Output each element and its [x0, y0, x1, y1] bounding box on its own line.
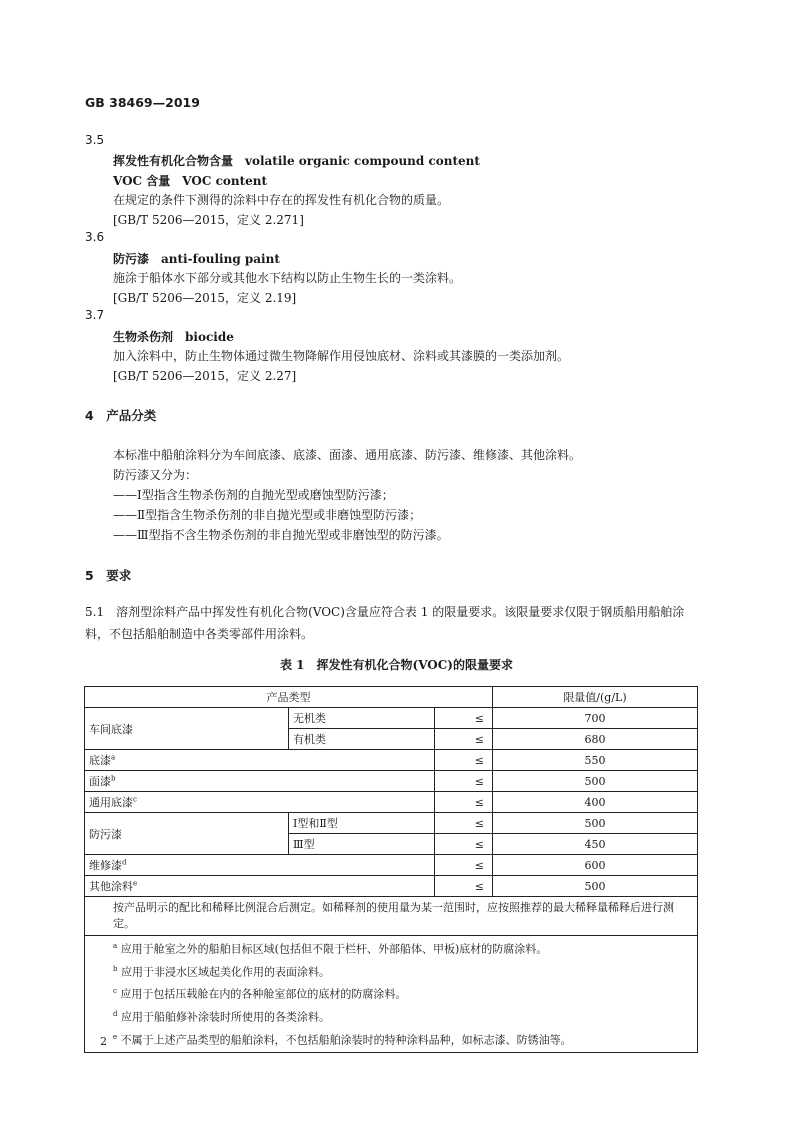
- cell-maintenance: 维修漆$^d$: [85, 855, 435, 876]
- cell-le: ≤: [435, 750, 493, 771]
- term-definition: 加入涂料中，防止生物体通过微生物降解作用侵蚀底材、涂料或其漆膜的一类添加剂。: [113, 349, 570, 363]
- section-4-title: 4 产品分类: [85, 408, 157, 423]
- term-title: 生物杀伤剂 biocide: [113, 330, 234, 344]
- footnote-b: $^b$ 应用于非浸水区域起美化作用的表面涂料。: [113, 964, 330, 979]
- term-definition: 施涂于船体水下部分或其他水下结构以防止生物生长的一类涂料。: [113, 271, 462, 285]
- cell-type-1-2: Ⅰ型和Ⅱ型: [288, 813, 434, 834]
- table-note: 按产品明示的配比和稀释比例混合后测定。如稀释剂的使用量为某一范围时，应按照推荐的最大稀释量稀释后进行测定。: [85, 897, 698, 936]
- clause-number: 3.6: [85, 230, 105, 244]
- footnote-e: $^e$ 不属于上述产品类型的船舶涂料，不包括船舶涂装时的特种涂料品种，如标志漆、防锈油等。: [113, 1032, 572, 1047]
- clause-5-1: 5.1 溶剂型涂料产品中挥发性有机化合物(VOC)含量应符合表 1 的限量要求。该限量要求仅限于钢质船用船舶涂料，不包括船舶制造中各类零部件用涂料。: [85, 605, 685, 641]
- cell-le: ≤: [435, 708, 493, 729]
- cell-primer: 底漆$^a$: [85, 750, 435, 771]
- term-synonym: VOC 含量 VOC content: [113, 174, 268, 188]
- cell-le: ≤: [435, 855, 493, 876]
- cell-value: 700: [492, 708, 697, 729]
- table-row: [85, 813, 698, 834]
- cell-universal-primer: 通用底漆$^c$: [85, 792, 435, 813]
- cell-value: 450: [492, 834, 697, 855]
- cell-le: ≤: [435, 771, 493, 792]
- cell-le: ≤: [435, 813, 493, 834]
- voc-limit-table: [84, 686, 698, 1053]
- footnote-c: $^c$ 应用于包括压载舱在内的各种舱室部位的底材的防腐涂料。: [113, 987, 407, 1001]
- cell-value: 500: [492, 876, 697, 897]
- table-row: [85, 876, 698, 897]
- cell-value: 550: [492, 750, 697, 771]
- cell-shop-primer: 车间底漆: [85, 708, 289, 750]
- cell-value: 600: [492, 855, 697, 876]
- term-title: 挥发性有机化合物含量 volatile organic compound content: [113, 154, 480, 168]
- footnote-a: $^a$ 应用于舱室之外的船舶目标区域(包括但不限于栏杆、外部船体、甲板)底材的防腐涂料。: [113, 942, 548, 956]
- table-row: [85, 855, 698, 876]
- table-header-row: [85, 687, 698, 708]
- cell-value: 680: [492, 729, 697, 750]
- table-row: [85, 750, 698, 771]
- table-caption: 表 1 挥发性有机化合物(VOC)的限量要求: [280, 658, 513, 672]
- clause-number: 3.7: [85, 308, 105, 322]
- cell-le: ≤: [435, 876, 493, 897]
- term-reference: [GB/T 5206—2015，定义 2.27]: [113, 369, 297, 383]
- term-reference: [GB/T 5206—2015，定义 2.19]: [113, 291, 297, 305]
- cell-organic: 有机类: [288, 729, 434, 750]
- cell-topcoat: 面漆$^b$: [85, 771, 435, 792]
- section-4-paragraph: 本标准中船舶涂料分为车间底漆、底漆、面漆、通用底漆、防污漆、维修漆、其他涂料。: [113, 448, 582, 462]
- term-definition: 在规定的条件下测得的涂料中存在的挥发性有机化合物的质量。: [113, 193, 450, 207]
- table-note-row: [85, 897, 698, 936]
- header-product-type: 产品类型: [85, 687, 493, 708]
- cell-antifouling: 防污漆: [85, 813, 289, 855]
- clause-number: 3.5: [85, 133, 105, 147]
- table-row: [85, 792, 698, 813]
- footnote-row: [85, 936, 698, 1053]
- footnotes: [85, 936, 698, 1053]
- term-reference: [GB/T 5206—2015，定义 2.271]: [113, 213, 304, 227]
- footnote-d: $^d$ 应用于船舶修补涂装时所使用的各类涂料。: [113, 1009, 330, 1024]
- table-row: [85, 771, 698, 792]
- section-5-title: 5 要求: [85, 568, 132, 583]
- standard-header: GB 38469—2019: [85, 95, 200, 110]
- cell-type-3: Ⅲ型: [288, 834, 434, 855]
- list-item: ——Ⅲ型指不含生物杀伤剂的非自抛光型或非磨蚀型的防污漆。: [113, 528, 449, 542]
- header-limit: 限量值/(g/L): [492, 687, 697, 708]
- cell-le: ≤: [435, 834, 493, 855]
- list-item: ——Ⅰ型指含生物杀伤剂的自抛光型或磨蚀型防污漆；: [113, 488, 394, 502]
- list-item: ——Ⅱ型指含生物杀伤剂的非自抛光型或非磨蚀型防污漆；: [113, 508, 422, 522]
- cell-le: ≤: [435, 792, 493, 813]
- cell-value: 400: [492, 792, 697, 813]
- cell-value: 500: [492, 813, 697, 834]
- section-4-paragraph: 防污漆又分为：: [113, 468, 198, 482]
- table-row: [85, 708, 698, 729]
- term-title: 防污漆 anti-fouling paint: [113, 252, 280, 266]
- cell-other: 其他涂料$^e$: [85, 876, 435, 897]
- cell-value: 500: [492, 771, 697, 792]
- cell-inorganic: 无机类: [288, 708, 434, 729]
- cell-le: ≤: [435, 729, 493, 750]
- page-number: 2: [100, 1035, 107, 1048]
